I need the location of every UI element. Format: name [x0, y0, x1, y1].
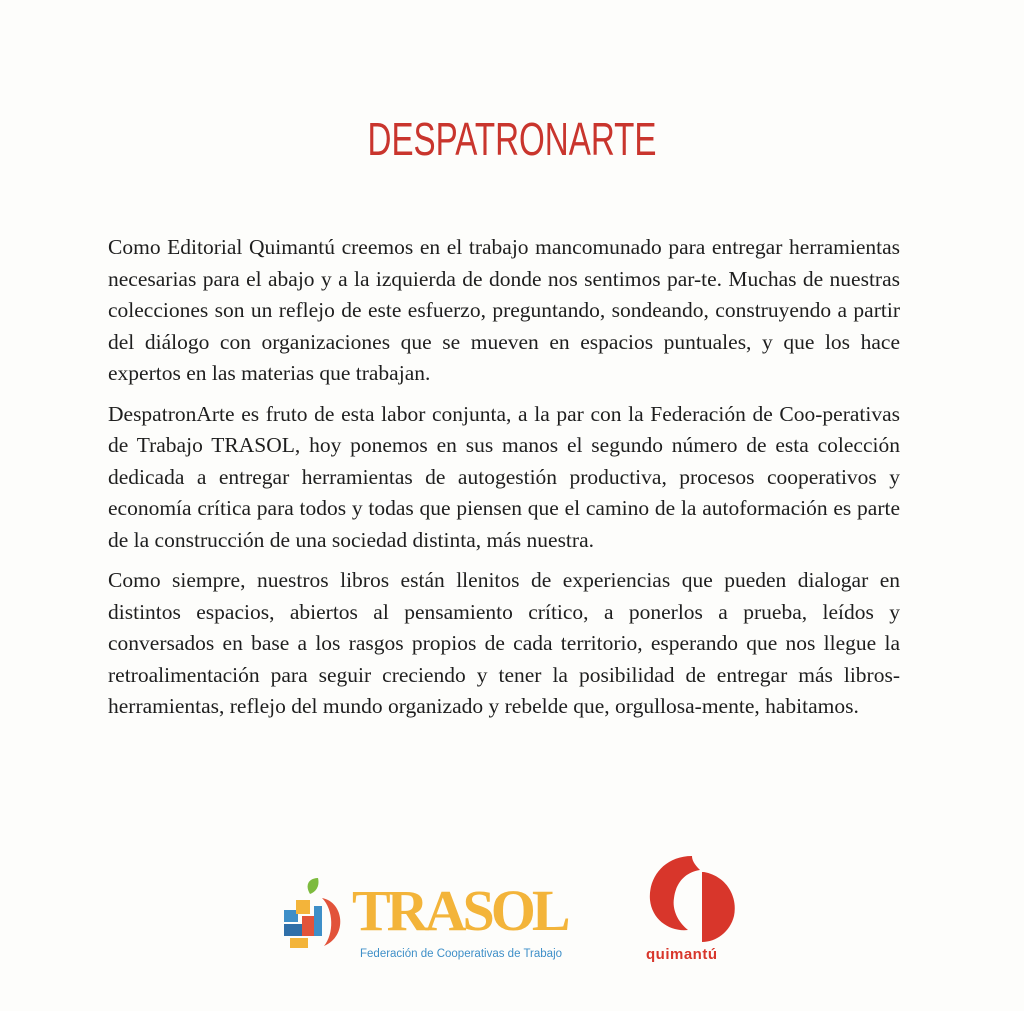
- page-title: DESPATRONARTE: [367, 113, 657, 165]
- paragraph-3: Como siempre, nuestros libros están llenitos de experiencias que pueden dialogar en distintos espacios, abiertos al pensamiento crítico, a ponerlos a prueba, leídos y conversados en base a los rasgos propios de cada territorio, esperando que nos llegue la retroalimentación para seguir creciendo y tener la posibilidad de entregar más libros-herramientas, reflejo del mundo organizado y rebelde que, orgullosa-mente, habitamos.: [108, 568, 900, 718]
- trasol-wordmark: TRASOL: [352, 878, 567, 943]
- quimantu-emblem-icon: [642, 852, 742, 947]
- trasol-logo: [280, 876, 570, 966]
- quimantu-wordmark: quimantú: [646, 946, 718, 963]
- trasol-subtitle: Federación de Cooperativas de Trabajo: [360, 948, 563, 960]
- footer-logos: [0, 850, 1024, 980]
- quimantu-logo: [640, 850, 750, 975]
- body-text: [108, 232, 900, 732]
- paragraph-1: Como Editorial Quimantú creemos en el trabajo mancomunado para entregar herramientas necesarias para el abajo y a la izquierda de donde nos sentimos par-te. Muchas de nuestras colecciones son un reflejo de este esfuerzo, preguntando, sondeando, construyendo a partir del diálogo con organizaciones que se mueven en espacios puntuales, y que los hace expertos en las materias que trabajan.: [108, 235, 900, 385]
- trasol-emblem-icon: [280, 876, 352, 956]
- paragraph-2: DespatronArte es fruto de esta labor conjunta, a la par con la Federación de Coo-perativas de Trabajo TRASOL, hoy ponemos en sus manos el segundo número de esta colección dedicada a entregar herramientas de autogestión productiva, procesos cooperativos y economía crítica para todos y todas que piensen que el camino de la autoformación es parte de la construcción de una sociedad distinta, más nuestra.: [108, 401, 900, 552]
